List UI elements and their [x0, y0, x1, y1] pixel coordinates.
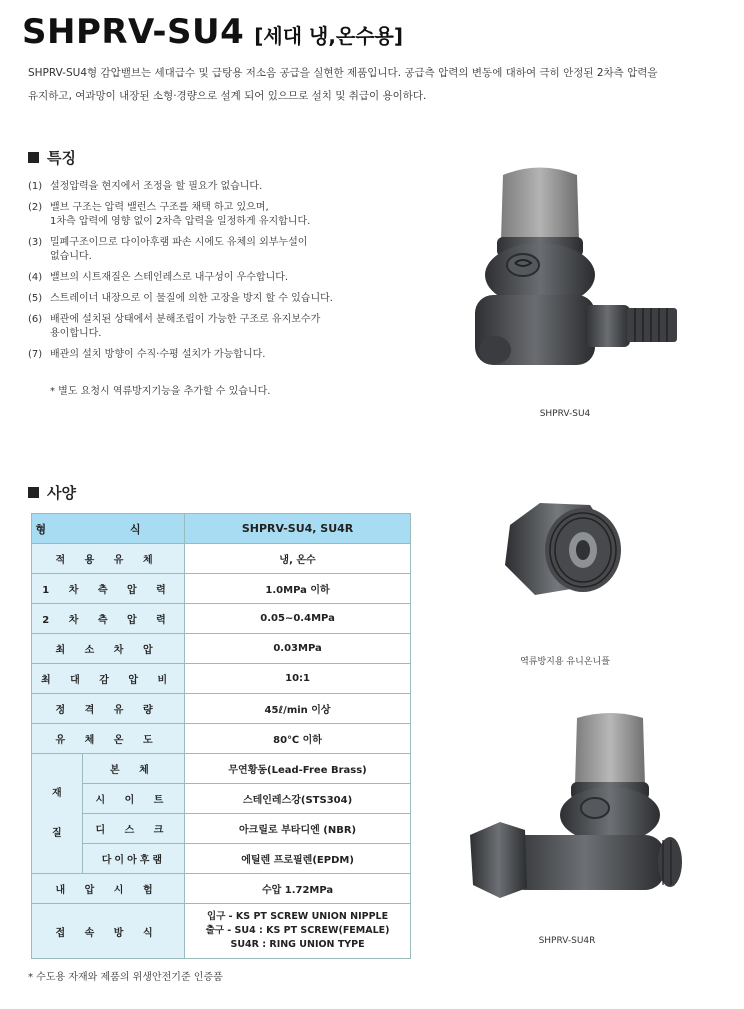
page-title: [22, 12, 403, 52]
list-item: (6) 배관에 설치된 상태에서 분해조립이 가능한 구조로 유지보수가 용이합니다.: [28, 314, 321, 339]
spec-heading-label: 사양: [47, 484, 76, 502]
table-row: 2 차 측 압 력 0.05~0.4MPa: [32, 604, 411, 634]
list-item: (5) 스트레이너 내장으로 이 물질에 의한 고장을 방지 할 수 있습니다.: [28, 293, 333, 304]
table-row: 최 대 감 압 비 10:1: [32, 664, 411, 694]
material-group-label: 재 질: [32, 754, 83, 874]
table-row: 내 압 시 험 수압 1.72MPa: [32, 874, 411, 904]
features-note: * 별도 요청시 역류방지기능을 추가할 수 있습니다.: [50, 386, 271, 397]
spec-heading: [28, 482, 76, 503]
table-row: 유 체 온 도 80℃ 이하: [32, 724, 411, 754]
table-row: 시 이 트 스테인레스강(STS304): [32, 784, 411, 814]
table-row: 다이아후램 에틸렌 프로필렌(EPDM): [32, 844, 411, 874]
product-caption-union-nipple: 역류방지용 유니온니플: [520, 657, 610, 667]
table-row: 접 속 방 식 입구 - KS PT SCREW UNION NIPPLE 출구 - SU4 : KS PT SCREW(FEMALE) SU4R : RING UNION TYPE: [32, 904, 411, 959]
connection-value: 입구 - KS PT SCREW UNION NIPPLE 출구 - SU4 : KS PT SCREW(FEMALE) SU4R : RING UNION TYPE: [185, 904, 411, 959]
table-row: 적 용 유 체 냉, 온수: [32, 544, 411, 574]
product-photo-su4r: [465, 710, 695, 910]
intro-text: [28, 62, 728, 108]
square-bullet-icon: [28, 152, 39, 163]
product-use: [세대 냉,온수용]: [254, 24, 404, 48]
features-heading-label: 특징: [47, 149, 76, 167]
table-row: [32, 514, 411, 544]
list-item: (1) 설정압력을 현지에서 조정을 할 필요가 없습니다.: [28, 181, 263, 192]
spec-header-label: 형 식: [32, 514, 185, 544]
list-item: (3) 밀폐구조이므로 다이아후램 파손 시에도 유체의 외부누설이 없습니다.: [28, 237, 308, 262]
intro-line: SHPRV-SU4형 감압밸브는 세대급수 및 급탕용 저소음 공급을 실현한 제품입니다. 공급측 압력의 변동에 대하여 극히 안정된 2차측 압력을: [28, 67, 658, 79]
product-caption-su4: SHPRV-SU4: [539, 409, 591, 419]
table-row: 1 차 측 압 력 1.0MPa 이하: [32, 574, 411, 604]
square-bullet-icon: [28, 487, 39, 498]
spec-header-value: SHPRV-SU4, SU4R: [185, 514, 411, 544]
spec-table: [31, 513, 411, 959]
table-row: 디 스 크 아크릴로 부타디엔 (NBR): [32, 814, 411, 844]
footnote: * 수도용 자재와 제품의 위생안전기준 인증품: [28, 972, 223, 983]
list-item: (2) 밸브 구조는 압력 밸런스 구조를 채택 하고 있으며, 1차측 압력에 영향 없이 2차측 압력을 일정하게 유지합니다.: [28, 202, 311, 227]
product-caption-su4r: SHPRV-SU4R: [538, 936, 596, 946]
list-item: (4) 밸브의 시트재질은 스테인레스로 내구성이 우수합니다.: [28, 272, 289, 283]
product-model: SHPRV-SU4: [22, 12, 245, 52]
features-list: [28, 180, 448, 369]
table-row: 최 소 차 압 0.03MPa: [32, 634, 411, 664]
list-item: (7) 배관의 설치 방향이 수직·수평 설치가 가능합니다.: [28, 349, 266, 360]
product-photo-su4: [445, 155, 690, 390]
features-heading: [28, 147, 76, 168]
intro-line: 유지하고, 여과망이 내장된 소형·경량으로 설계 되어 있으므로 설치 및 취급이 용이하다.: [28, 90, 427, 102]
table-row: 정 격 유 량 45ℓ/min 이상: [32, 694, 411, 724]
table-row: 재 질 본 체 무연황동(Lead-Free Brass): [32, 754, 411, 784]
product-photo-union-nipple: [495, 495, 630, 605]
